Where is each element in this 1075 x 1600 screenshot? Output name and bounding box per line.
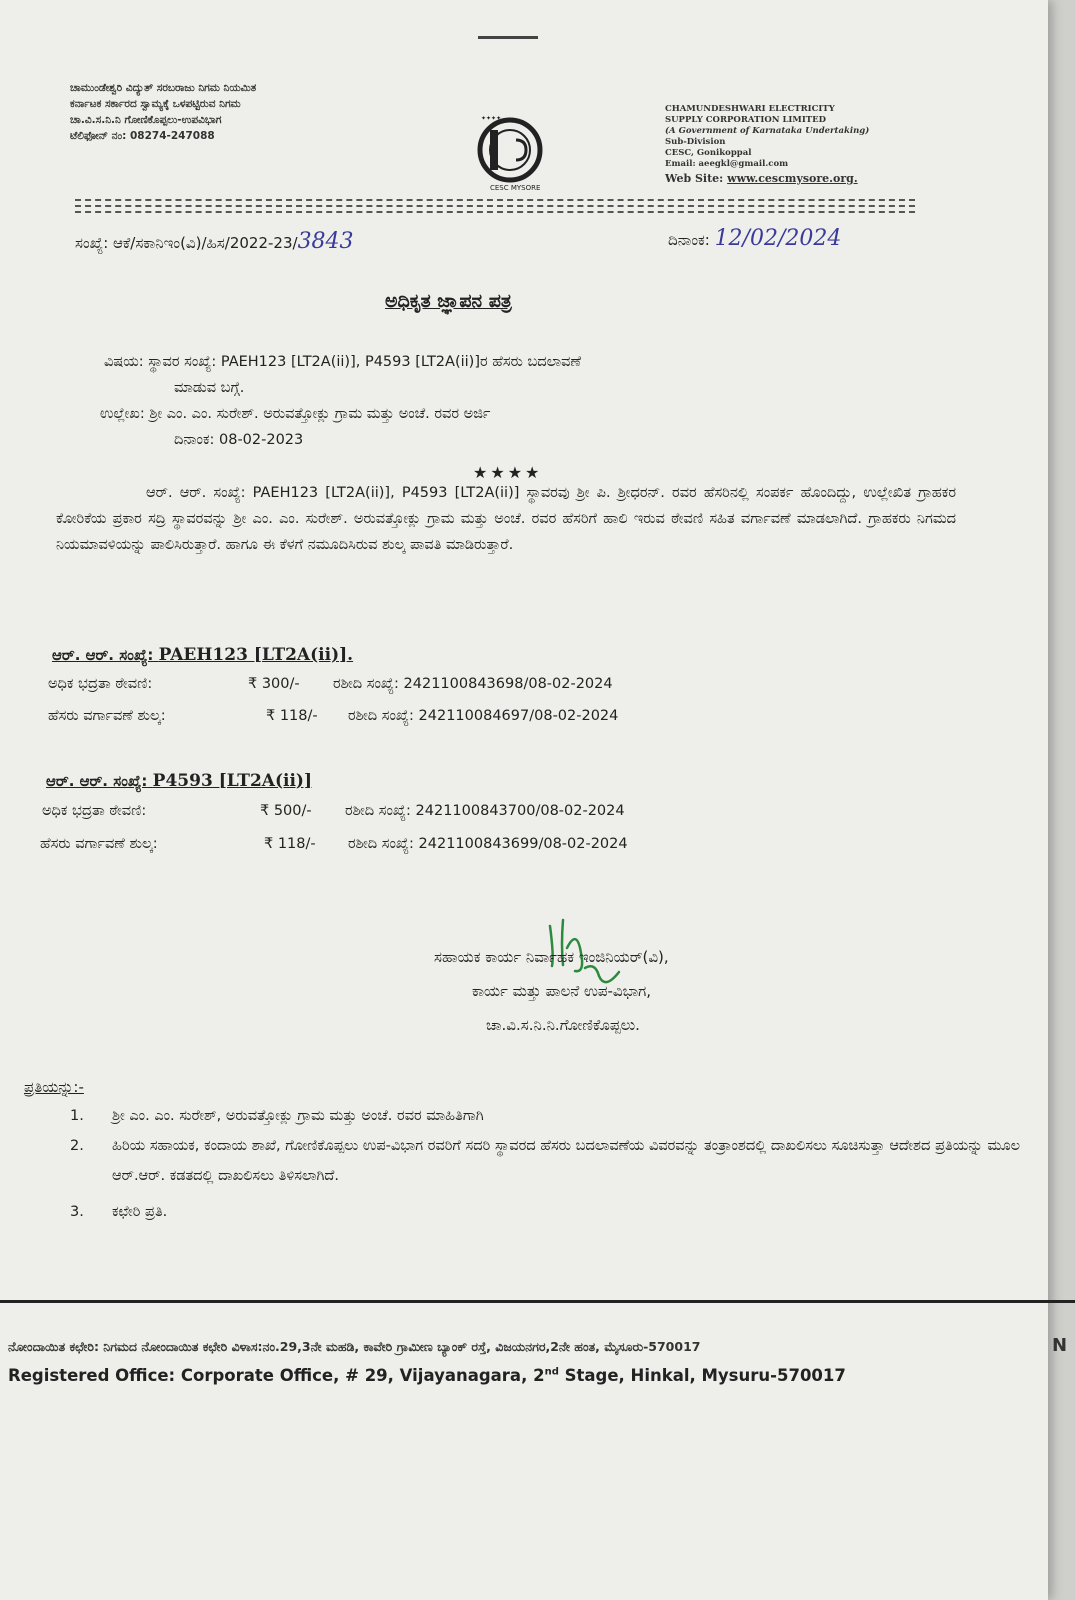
fee-amount: ₹ 118/- [264,836,316,852]
header-kn-line: ಚಾ.ವಿ.ಸ.ನಿ.ನಿ ಗೋಣಿಕೊಪ್ಪಲು-ಉಪವಿಭಾಗ [70,114,222,126]
fee-label: ಅಧಿಕ ಭದ್ರತಾ ಠೇವಣಿ: [42,803,147,819]
date-handwritten: 12/02/2024 [714,226,842,251]
receipt-label: ರಶೀದಿ ಸಂಖ್ಯೆ: [348,708,414,724]
separator-line [75,199,915,201]
reference-date [668,226,841,251]
header-en-line: Email: aeegkl@gmail.com [665,159,789,169]
header-en-line: SUPPLY CORPORATION LIMITED [665,115,826,125]
receipt-number: 2421100843700/08-02-2024 [415,803,625,819]
fee-amount: ₹ 500/- [260,803,312,819]
list-item-number: 3. [70,1204,84,1220]
account-prefix: ಆರ್. ಆರ್. ಸಂಖ್ಯೆ: [52,646,154,664]
website-label: Web Site: [665,172,724,185]
account-prefix: ಆರ್. ಆರ್. ಸಂಖ್ಯೆ: [46,772,148,790]
receipt-label: ರಶೀದಿ ಸಂಖ್ಯೆ: [348,836,414,852]
receipt-number: 2421100843699/08-02-2024 [418,836,628,852]
fee-row [48,676,613,692]
subject-block [104,349,581,401]
copies-list [70,1101,1020,1227]
receipt-number: 242110084697/08-02-2024 [418,708,619,724]
reference-date-text: ದಿನಾಂಕ: 08-02-2023 [174,432,304,448]
header-kannada [70,80,256,144]
date-label: ದಿನಾಂಕ: [668,231,710,249]
list-item-number: 1. [70,1108,84,1124]
header-kn-line: ಕರ್ನಾಟಕ ಸರ್ಕಾರದ ಸ್ವಾಮ್ಯಕ್ಕೆ ಒಳಪಟ್ಟಿರುವ ನಿಗಮ [70,98,241,110]
signatory-title: ಸಹಾಯಕ ಕಾರ್ಯ ನಿರ್ವಾಹಕ ಇಂಜಿನಿಯರ್(ವಿ), [434,948,669,966]
cesc-logo [476,108,556,198]
subject-label: ವಿಷಯ: [104,354,144,370]
header-english [665,104,869,184]
website-link[interactable]: www.cescmysore.org. [727,172,858,185]
list-item-text: ಶ್ರೀ ಎಂ. ಎಂ. ಸುರೇಶ್, ಅರುವತ್ತೋಕ್ಲು ಗ್ರಾಮ ಮತ್ತು ಅಂಚೆ. ರವರ ಮಾಹಿತಿಗಾಗಿ [112,1108,484,1124]
reference-label: ಉಲ್ಲೇಖ: [100,406,145,422]
footer-kannada: ನೋಂದಾಯಿತ ಕಛೇರಿ: ನಿಗಮದ ನೋಂದಾಯಿತ ಕಛೇರಿ ವಿಳಾಸ:ನಂ.29,3ನೇ ಮಹಡಿ, ಕಾವೇರಿ ಗ್ರಾಮೀಣ ಬ್ಯಾಂಕ್ ರಸ್ತೆ, ವಿಜಯನಗರ,2ನೇ ಹಂತ, ಮೈಸೂರು-570017 [8,1339,701,1354]
separator-line [75,205,915,207]
stars-divider: ★★★★ [473,463,543,482]
separator-line [75,211,915,213]
receipt-label: ರಶೀದಿ ಸಂಖ್ಯೆ: [333,676,399,692]
reference-number-label: ಸಂಖ್ಯೆ: ಆಕೆ/ಸಕಾನಿಇಂ(ವಿ)/ಹಿಸ/2022-23/ [75,234,298,252]
reference-number-handwritten: 3843 [297,229,354,254]
fee-row [42,803,625,819]
list-item-number: 2. [70,1138,84,1154]
logo-label: CESC MYSORE [490,184,541,192]
body-paragraph: ಆರ್. ಆರ್. ಸಂಖ್ಯೆ: PAEH123 [LT2A(ii)], P4593 [LT2A(ii)] ಸ್ಥಾವರವು ಶ್ರೀ ಪಿ. ಶ್ರೀಧರನ್. ರವರ ಹೆಸರಿನಲ್ಲಿ ಸಂಪರ್ಕ ಹೊಂದಿದ್ದು, ಉಲ್ಲೇಖಿತ ಗ್ರಾಹಕರ ಕೋರಿಕೆಯ ಪ್ರಕಾರ ಸದ್ರಿ ಸ್ಥಾವರವನ್ನು ಶ್ರೀ ಎಂ. ಎಂ. ಸುರೇಶ್. ಅರುವತ್ತೋಕ್ಲು ಗ್ರಾಮ ಮತ್ತು ಅಂಚೆ. ರವರ ಹೆಸರಿಗೆ ಹಾಲಿ ಇರುವ ಠೇವಣಿ ಸಹಿತ ವರ್ಗಾವಣೆ ಮಾಡಲಾಗಿದೆ. ಗ್ರಾಹಕರು ನಿಗಮದ ನಿಯಮಾವಳಿಯನ್ನು ಪಾಲಿಸಿರುತ್ತಾರೆ. ಹಾಗೂ ಈ ಕೆಳಗೆ ನಮೂದಿಸಿರುವ ಶುಲ್ಕ ಪಾವತಿ ಮಾಡಿರುತ್ತಾರೆ. [56,485,956,553]
list-item [70,1131,1020,1191]
fee-label: ಹೆಸರು ವರ್ಗಾವಣೆ ಶುಲ್ಕ: [40,836,158,852]
reference-number [75,229,354,254]
header-en-line: CHAMUNDESHWARI ELECTRICITY [665,104,835,114]
footer-divider [0,1300,1075,1303]
header-en-line: CESC, Gonikoppal [665,148,752,158]
subject-text: ಸ್ಥಾವರ ಸಂಖ್ಯೆ: PAEH123 [LT2A(ii)], P4593 [LT2A(ii)]ರ ಹೆಸರು ಬದಲಾವಣೆ [148,354,582,370]
account-code: P4593 [LT2A(ii)] [152,771,313,791]
account-code: PAEH123 [LT2A(ii)]. [158,645,354,665]
header-kn-line: ಟೆಲಿಫೋನ್ ನಂ: 08274-247088 [70,130,215,142]
signatory-division: ಕಾರ್ಯ ಮತ್ತು ಪಾಲನೆ ಉಪ-ವಿಭಾಗ, [472,982,652,1000]
svg-text:✦✦✦✦: ✦✦✦✦ [481,115,502,122]
signature-block [434,940,669,1042]
website-line [665,173,869,184]
fee-label: ಹೆಸರು ವರ್ಗಾವಣೆ ಶುಲ್ಕ: [48,708,166,724]
fee-row [40,836,628,852]
reference-block [100,401,490,453]
signatory-office: ಚಾ.ವಿ.ಸ.ನಿ.ನಿ.ಗೋಣಿಕೊಪ್ಪಲು. [486,1016,640,1034]
header-en-line: (A Government of Karnataka Undertaking) [665,126,870,136]
account-heading-2 [46,771,312,791]
header-en-line: Sub-Division [665,137,726,147]
fee-row [48,708,618,724]
edge-letter: N [1052,1335,1068,1356]
account-heading-1 [52,645,353,665]
top-dash [478,36,538,39]
page-title: ಅಧಿಕೃತ ಜ್ಞಾಪನ ಪತ್ರ [385,290,512,312]
list-item [70,1101,1020,1131]
fee-amount: ₹ 300/- [248,676,300,692]
copies-heading: ಪ್ರತಿಯನ್ನು:- [24,1078,84,1096]
fee-amount: ₹ 118/- [266,708,318,724]
header-kn-line: ಚಾಮುಂಡೇಶ್ವರಿ ವಿದ್ಯುತ್ ಸರಬರಾಜು ನಿಗಮ ನಿಯಮಿತ [70,82,257,94]
footer-en-sup: nd [544,1366,559,1378]
footer-en-text-end: Stage, Hinkal, Mysuru-570017 [558,1366,846,1385]
reference-text: ಶ್ರೀ ಎಂ. ಎಂ. ಸುರೇಶ್. ಅರುವತ್ತೋಕ್ಲು ಗ್ರಾಮ ಮತ್ತು ಅಂಚೆ. ರವರ ಅರ್ಜಿ [149,406,491,422]
list-item-text: ಹಿರಿಯ ಸಹಾಯಕ, ಕಂದಾಯ ಶಾಖೆ, ಗೋಣಿಕೊಪ್ಪಲು ಉಪ-ವಿಭಾಗ ರವರಿಗೆ ಸದರಿ ಸ್ಥಾವರದ ಹೆಸರು ಬದಲಾವಣೆಯ ವಿವರವನ್ನು ತಂತ್ರಾಂಶದಲ್ಲಿ ದಾಖಲಿಸಲು ಸೂಚಿಸುತ್ತಾ ಆದೇಶದ ಪ್ರತಿಯನ್ನು ಮೂಲ ಆರ್.ಆರ್. ಕಡತದಲ್ಲಿ ದಾಖಲಿಸಲು ತಿಳಿಸಲಾಗಿದೆ. [112,1138,1020,1184]
list-item-text: ಕಛೇರಿ ಪ್ರತಿ. [112,1204,168,1220]
footer-english [8,1366,846,1385]
footer-en-text: Registered Office: Corporate Office, # 29, Vijayanagara, 2 [8,1366,545,1385]
fee-label: ಅಧಿಕ ಭದ್ರತಾ ಠೇವಣಿ: [48,676,153,692]
list-item [70,1197,1020,1227]
receipt-label: ರಶೀದಿ ಸಂಖ್ಯೆ: [345,803,411,819]
receipt-number: 2421100843698/08-02-2024 [403,676,613,692]
subject-text-cont: ಮಾಡುವ ಬಗ್ಗೆ. [174,380,245,396]
